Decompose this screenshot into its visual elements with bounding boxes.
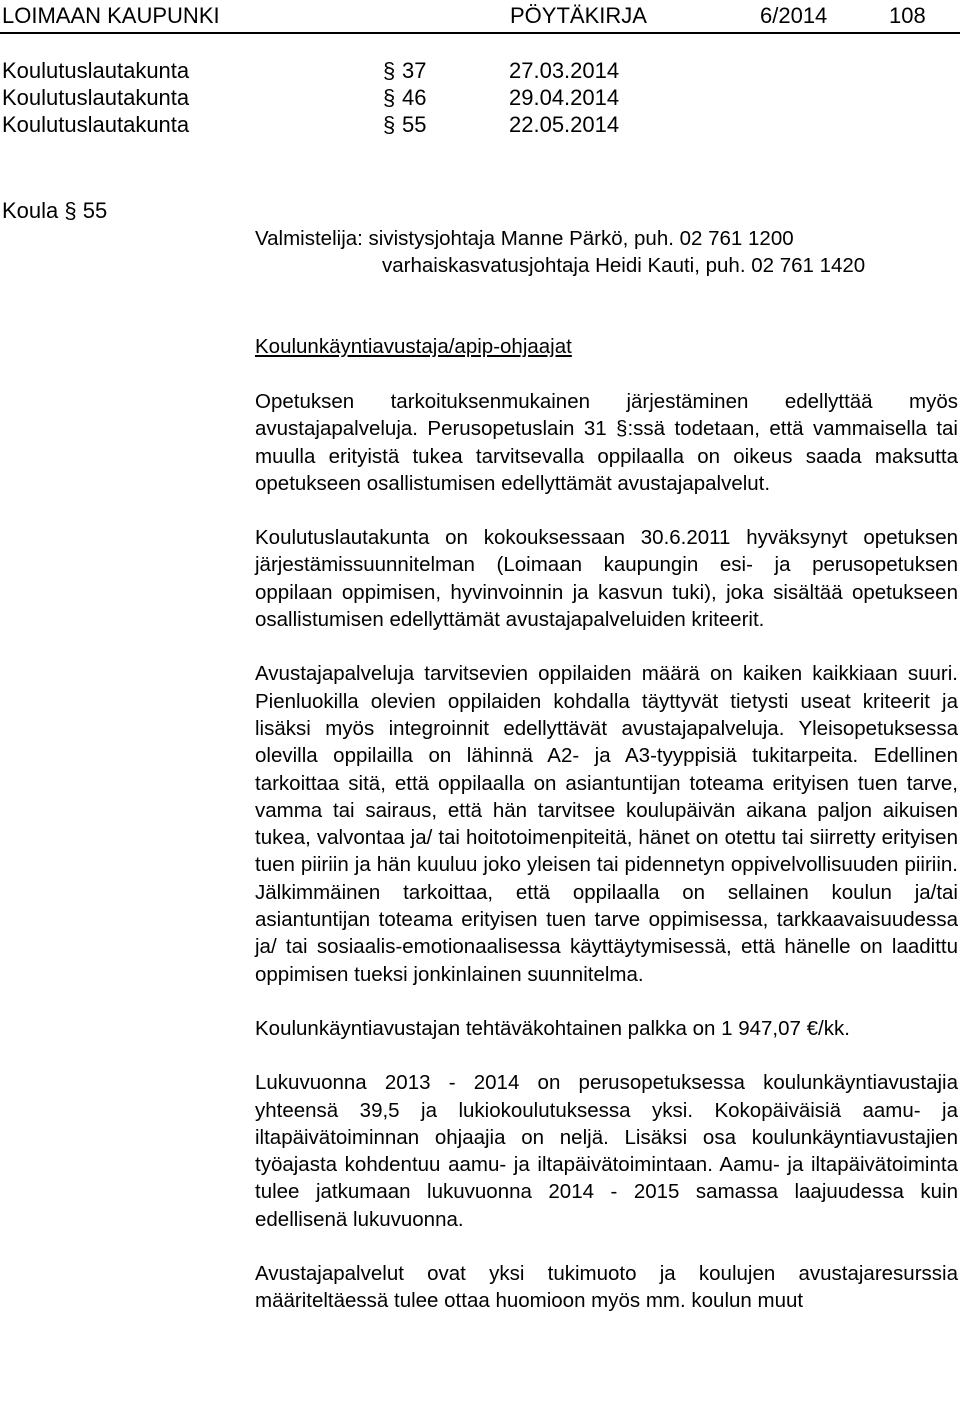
reference-number: 37	[402, 58, 427, 83]
reference-date: 27.03.2014	[509, 58, 620, 83]
item-label	[2, 197, 107, 224]
organization-name: LOIMAAN KAUPUNKI	[2, 3, 220, 28]
item-number: 55	[82, 198, 108, 223]
page-number: 108	[889, 3, 926, 28]
issue-number: 6/2014	[760, 3, 828, 28]
paragraph: Koulutuslautakunta on kokouksessaan 30.6.2011 hyväksynyt opetuksen järjestämissuunnitelman (Loimaan kaupungin esi- ja perusopetuksen oppilaan oppimisen, hyvinvoinnin ja kasvun tuki), joka sisältää opetukseen osallistumisen edellyttämät avustajapalveluiden kriteerit.	[255, 526, 958, 632]
paragraph: Avustajapalvelut ovat yksi tukimuoto ja koulujen avustajaresurssia määriteltäessä tulee ottaa huomioon myös mm. koulun muut	[255, 1262, 958, 1313]
reference-date: 29.04.2014	[509, 85, 620, 110]
reference-board: Koulutuslautakunta	[2, 112, 190, 137]
header-divider	[0, 32, 960, 34]
preparer-line: varhaiskasvatusjohtaja Heidi Kauti, puh. 02 761 1420	[382, 254, 866, 277]
item-name: Koula	[2, 198, 59, 223]
reference-board: Koulutuslautakunta	[2, 58, 190, 83]
document-type: PÖYTÄKIRJA	[510, 3, 647, 28]
paragraph: Lukuvuonna 2013 - 2014 on perusopetuksessa koulunkäyntiavustajia yhteensä 39,5 ja lukiokoulutuksessa yksi. Kokopäiväisiä aamu- ja iltapäivätoiminnan ohjaajia on neljä. Lisäksi osa koulunkäyntiavustajien työajasta kohdentuu aamu- ja iltapäivätoimintaan. Aamu- ja iltapäivätoiminta tulee jatkumaan lukuvuonna 2014 - 2015 samassa laajuudessa kuin edellisenä lukuvuonna.	[255, 1071, 958, 1231]
preparer-line: Valmistelija: sivistysjohtaja Manne Pärkö, puh. 02 761 1200	[255, 227, 794, 250]
body-text	[255, 388, 958, 1315]
reference-date: 22.05.2014	[509, 112, 620, 137]
section-mark: §	[383, 85, 396, 110]
paragraph: Opetuksen tarkoituksenmukainen järjestäminen edellyttää myös avustajapalveluja. Perusopetuslain 31 §:ssä todetaan, että vammaisella tai muulla erityistä tukea tarvitsevalla oppilaalla on oikeus saada maksutta opetukseen osallistumisen edellyttämät avustajapalvelut.	[255, 390, 958, 495]
section-title: Koulunkäyntiavustaja/apip-ohjaajat	[255, 335, 572, 358]
section-mark: §	[64, 198, 77, 223]
reference-board: Koulutuslautakunta	[2, 85, 190, 110]
reference-number: 55	[402, 112, 427, 137]
section-mark: §	[383, 112, 396, 137]
section-mark: §	[383, 58, 396, 83]
paragraph: Avustajapalveluja tarvitsevien oppilaiden määrä on kaiken kaikkiaan suuri. Pienluokilla olevien oppilaiden kohdalla täyttyvät tietysti useat kriteerit ja lisäksi myös integroinnit edellyttävät avustajapalveluja. Yleisopetuksessa olevilla oppilailla on lähinnä A2- ja A3-tyyppisiä tukitarpeita. Edellinen tarkoittaa sitä, että oppilaalla on asiantuntijan toteama erityisen tuen tarve, vamma tai sairaus, että hän tarvitsee koulupäivän aikana paljon aikuisen tukea, valvontaa ja/ tai hoitotoimenpiteitä, hänet on otettu tai siirretty erityisen tuen piiriin ja hän kuuluu joko yleisen tai pidennetyn oppivelvollisuuden piiriin. Jälkimmäinen tarkoittaa, että oppilaalla on sellainen koulun ja/tai asiantuntijan toteama erityisen tuen tarve oppimisessa, tarkkaavaisuudessa ja/ tai sosiaalis-emotionaalisessa käyttäytymisessä, että hänelle on laadittu oppimisen tueksi jonkinlainen suunnitelma.	[255, 662, 958, 986]
reference-number: 46	[402, 85, 427, 110]
paragraph: Koulunkäyntiavustajan tehtäväkohtainen palkka on 1 947,07 €/kk.	[255, 1016, 850, 1040]
